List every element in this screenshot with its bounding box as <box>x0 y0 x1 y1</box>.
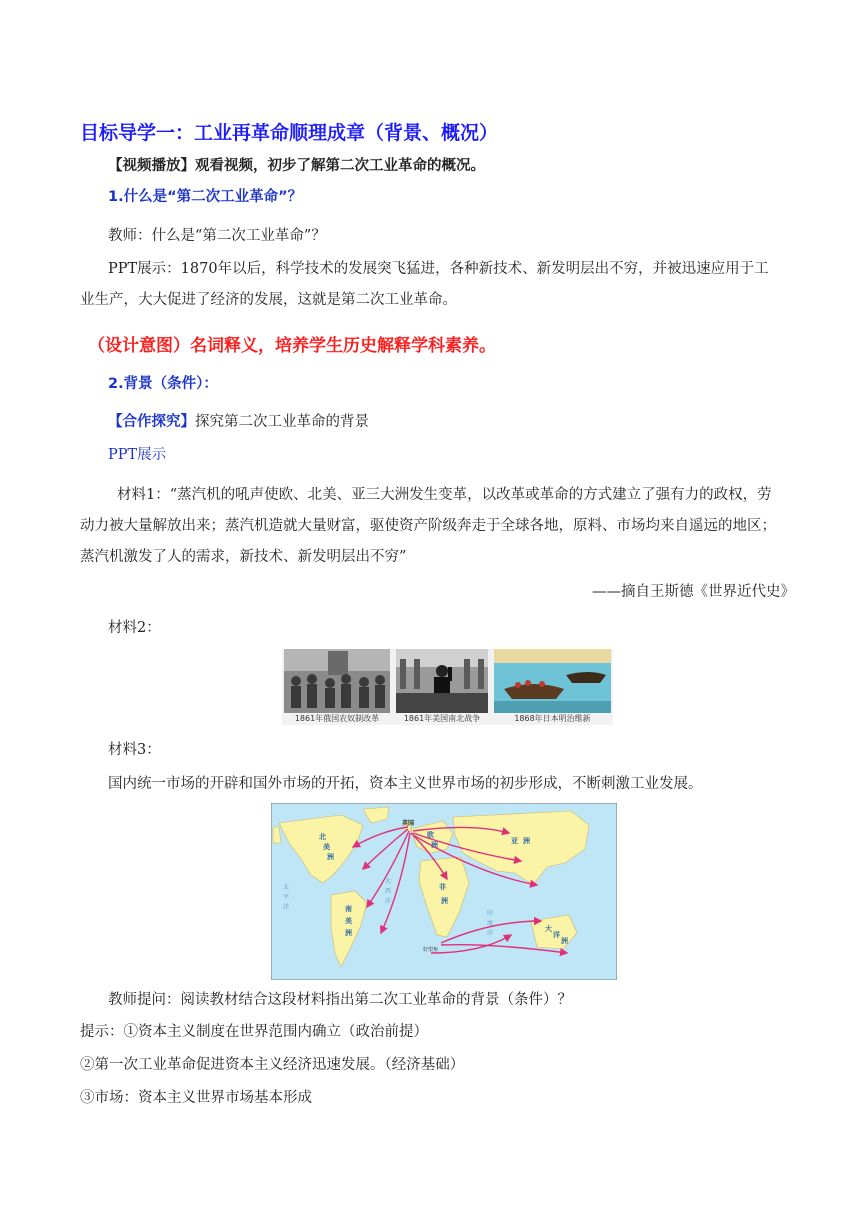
section-title: 目标导学一：工业再革命顺理成章（背景、概况） <box>80 122 499 144</box>
hint-point2: ②第一次工业革命促进资本主义经济迅速发展。（经济基础） <box>80 1057 465 1073</box>
map-label-asia-2: 洲 <box>523 837 530 845</box>
coop-tag: 【合作探究】 <box>108 414 195 430</box>
q1-heading: 1.什么是“第二次工业革命”？ <box>108 189 303 205</box>
map-label-oceania-2: 洋 <box>553 931 560 939</box>
map-label-atlantic-2: 西 <box>385 888 392 895</box>
q1-teacher: 教师：什么是“第二次工业革命”？ <box>108 228 326 244</box>
map-label-s-america-2: 美 <box>345 917 352 925</box>
map-label-s-america-1: 南 <box>345 905 352 913</box>
russia-reform-photo <box>284 649 390 713</box>
map-label-n-america-2: 美 <box>323 843 330 851</box>
map-label-pacific-3: 洋 <box>283 904 290 911</box>
map-label-n-america-1: 北 <box>319 833 326 841</box>
map-label-pacific-1: 太 <box>283 884 290 891</box>
material2-photo-strip <box>282 649 613 725</box>
teacher-question: 教师提问：阅读教材结合这段材料指出第二次工业革命的背景（条件）？ <box>108 992 572 1008</box>
meiji-restoration-photo <box>494 649 611 713</box>
map-label-indian-2: 度 <box>487 920 494 927</box>
video-text: 观看视频，初步了解第二次工业革命的概况。 <box>195 158 485 174</box>
map-label-s-america-3: 洲 <box>345 929 352 937</box>
material3-label: 材料3： <box>108 742 161 758</box>
q1-ppt-paragraph: PPT展示：1870年以后，科学技术的发展突飞猛进，各种新技术、新发明层出不穷，并被迅速应用于工业生产，大大促进了经济的发展，这就是第二次工业革命。 <box>80 261 769 308</box>
photo-caption-russia: 1861年俄国农奴制改革 <box>294 714 380 723</box>
video-instruction <box>108 156 485 176</box>
material3-text: 国内统一市场的开辟和国外市场的开拓，资本主义世界市场的初步形成，不断刺激工业发展。 <box>108 776 703 792</box>
ppt-label: PPT展示 <box>108 447 167 463</box>
map-label-indian-1: 印 <box>487 910 494 917</box>
map-label-atlantic-3: 洋 <box>385 898 392 905</box>
q2-heading: 2.背景（条件）： <box>108 376 218 392</box>
us-civil-war-photo <box>396 649 488 713</box>
world-market-map <box>271 803 617 980</box>
map-label-oceania-1: 大 <box>545 925 552 933</box>
hint-point1: 提示：①资本主义制度在世界范围内确立（政治前提） <box>80 1024 428 1040</box>
coop-text: 探究第二次工业革命的背景 <box>195 414 369 430</box>
map-label-oceania-3: 洲 <box>561 937 568 945</box>
coop-explore <box>108 412 369 432</box>
map-label-cape: 好望角 <box>423 947 439 953</box>
design-intent: （设计意图）名词释义，培养学生历史解释学科素养。 <box>88 336 496 356</box>
map-label-n-america-3: 洲 <box>327 853 334 861</box>
map-label-indian-3: 洋 <box>487 930 494 937</box>
map-label-britain: 英国 <box>402 820 415 827</box>
photo-caption-us: 1861年美国南北战争 <box>403 714 481 723</box>
material1-paragraph: 材料1：“蒸汽机的吼声使欧、北美、亚三大洲发生变革，以改革或革命的方式建立了强有力的政权，劳动力被大量解放出来；蒸汽机造就大量财富，驱使资产阶级奔走于全球各地，原料、市场均来自遥远的地区；蒸汽机激发了人的需求，新技术、新发明层出不穷” <box>80 487 776 565</box>
map-label-asia-1: 亚 <box>511 837 518 845</box>
video-tag: 【视频播放】 <box>108 158 195 174</box>
map-label-europe-2: 洲 <box>431 841 438 849</box>
map-label-africa-1: 非 <box>439 883 446 891</box>
map-label-europe-1: 欧 <box>427 831 434 839</box>
material1-source: ——摘自王斯德《世界近代史》 <box>592 584 795 600</box>
photo-caption-japan: 1868年日本明治维新 <box>514 714 591 723</box>
map-label-africa-2: 洲 <box>441 897 448 905</box>
map-label-pacific-2: 平 <box>283 894 290 901</box>
hint-point3: ③市场：资本主义世界市场基本形成 <box>80 1090 312 1106</box>
material2-label: 材料2： <box>108 620 161 636</box>
map-label-atlantic-1: 大 <box>385 878 392 885</box>
